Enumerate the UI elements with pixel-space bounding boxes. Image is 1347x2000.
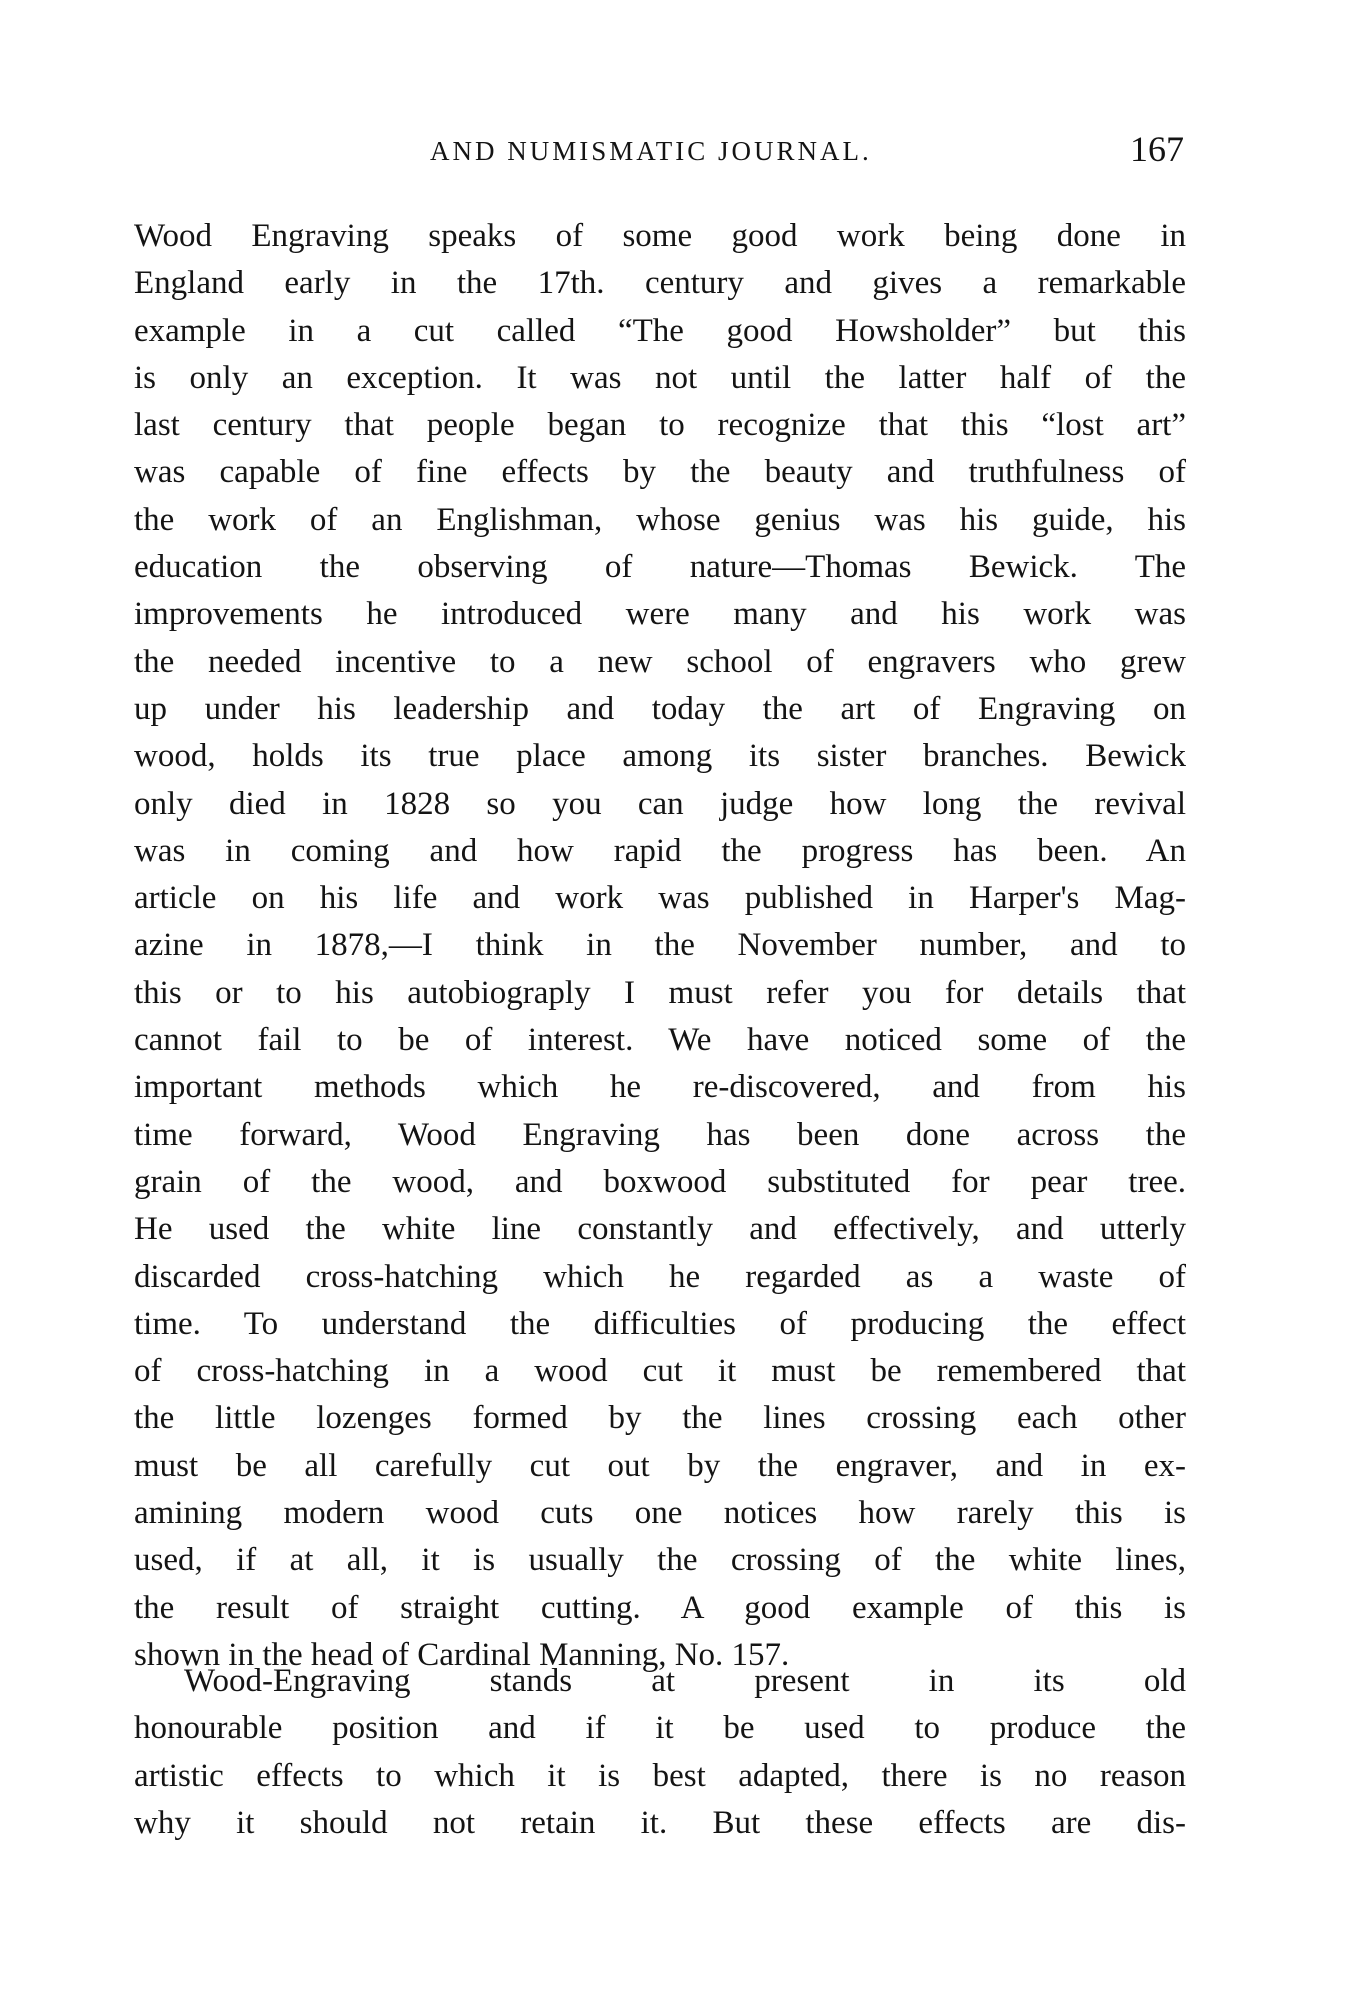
- text-line: this or to his autobiograply I must refer you for details that: [134, 974, 1186, 1011]
- text-line: England early in the 17th. century and gives a remarkable: [134, 265, 1186, 302]
- running-head: AND NUMISMATIC JOURNAL.: [430, 136, 872, 166]
- text-line: of cross-hatching in a wood cut it must be remembered that: [134, 1353, 1186, 1390]
- text-line: wood, holds its true place among its sister branches. Bewick: [134, 738, 1186, 775]
- text-line: improvements he introduced were many and his work was: [134, 596, 1186, 633]
- text-line: time. To understand the difficulties of producing the effect: [134, 1305, 1186, 1342]
- text-line: azine in 1878,—I think in the November number, and to: [134, 927, 1186, 964]
- text-line: artistic effects to which it is best adapted, there is no reason: [134, 1757, 1186, 1794]
- text-line: was capable of fine effects by the beauty and truthfulness of: [134, 454, 1186, 491]
- text-line: the work of an Englishman, whose genius was his guide, his: [134, 501, 1186, 538]
- text-line: why it should not retain it. But these effects are dis-: [134, 1804, 1186, 1841]
- text-line: time forward, Wood Engraving has been done across the: [134, 1116, 1186, 1153]
- text-line: amining modern wood cuts one notices how rarely this is: [134, 1495, 1186, 1532]
- text-line: important methods which he re-discovered, and from his: [134, 1069, 1186, 1106]
- page-number: 167: [1130, 129, 1184, 169]
- text-line: must be all carefully cut out by the engraver, and in ex-: [134, 1447, 1186, 1484]
- text-line: example in a cut called “The good Howsholder” but this: [134, 312, 1186, 349]
- text-line: education the observing of nature—Thomas Bewick. The: [134, 549, 1186, 586]
- text-line: Wood Engraving speaks of some good work being done in: [134, 218, 1186, 254]
- text-line: cannot fail to be of interest. We have noticed some of the: [134, 1022, 1186, 1059]
- text-line: the needed incentive to a new school of engravers who grew: [134, 643, 1186, 680]
- text-line: the little lozenges formed by the lines crossing each other: [134, 1400, 1186, 1437]
- text-line: honourable position and if it be used to produce the: [134, 1710, 1186, 1747]
- text-line: shown in the head of Cardinal Manning, No. 157.: [134, 1636, 790, 1673]
- text-line: up under his leadership and today the art of Engraving on: [134, 690, 1186, 727]
- text-line: the result of straight cutting. A good example of this is: [134, 1589, 1186, 1626]
- paragraph-1: [134, 213, 1186, 1679]
- text-line: last century that people began to recognize that this “lost art”: [134, 407, 1186, 444]
- paragraph-2: [134, 1658, 1186, 1847]
- text-line: He used the white line constantly and effectively, and utterly: [134, 1211, 1186, 1248]
- text-line: only died in 1828 so you can judge how long the revival: [134, 785, 1186, 822]
- text-line: was in coming and how rapid the progress has been. An: [134, 832, 1186, 869]
- text-line: Wood-Engraving stands at present in its old: [184, 1663, 1186, 1699]
- text-line: is only an exception. It was not until the latter half of the: [134, 359, 1186, 396]
- text-line: discarded cross-hatching which he regarded as a waste of: [134, 1258, 1186, 1295]
- text-line: grain of the wood, and boxwood substituted for pear tree.: [134, 1163, 1186, 1200]
- text-line: used, if at all, it is usually the crossing of the white lines,: [134, 1542, 1186, 1579]
- text-line: article on his life and work was published in Harper's Mag-: [134, 880, 1186, 917]
